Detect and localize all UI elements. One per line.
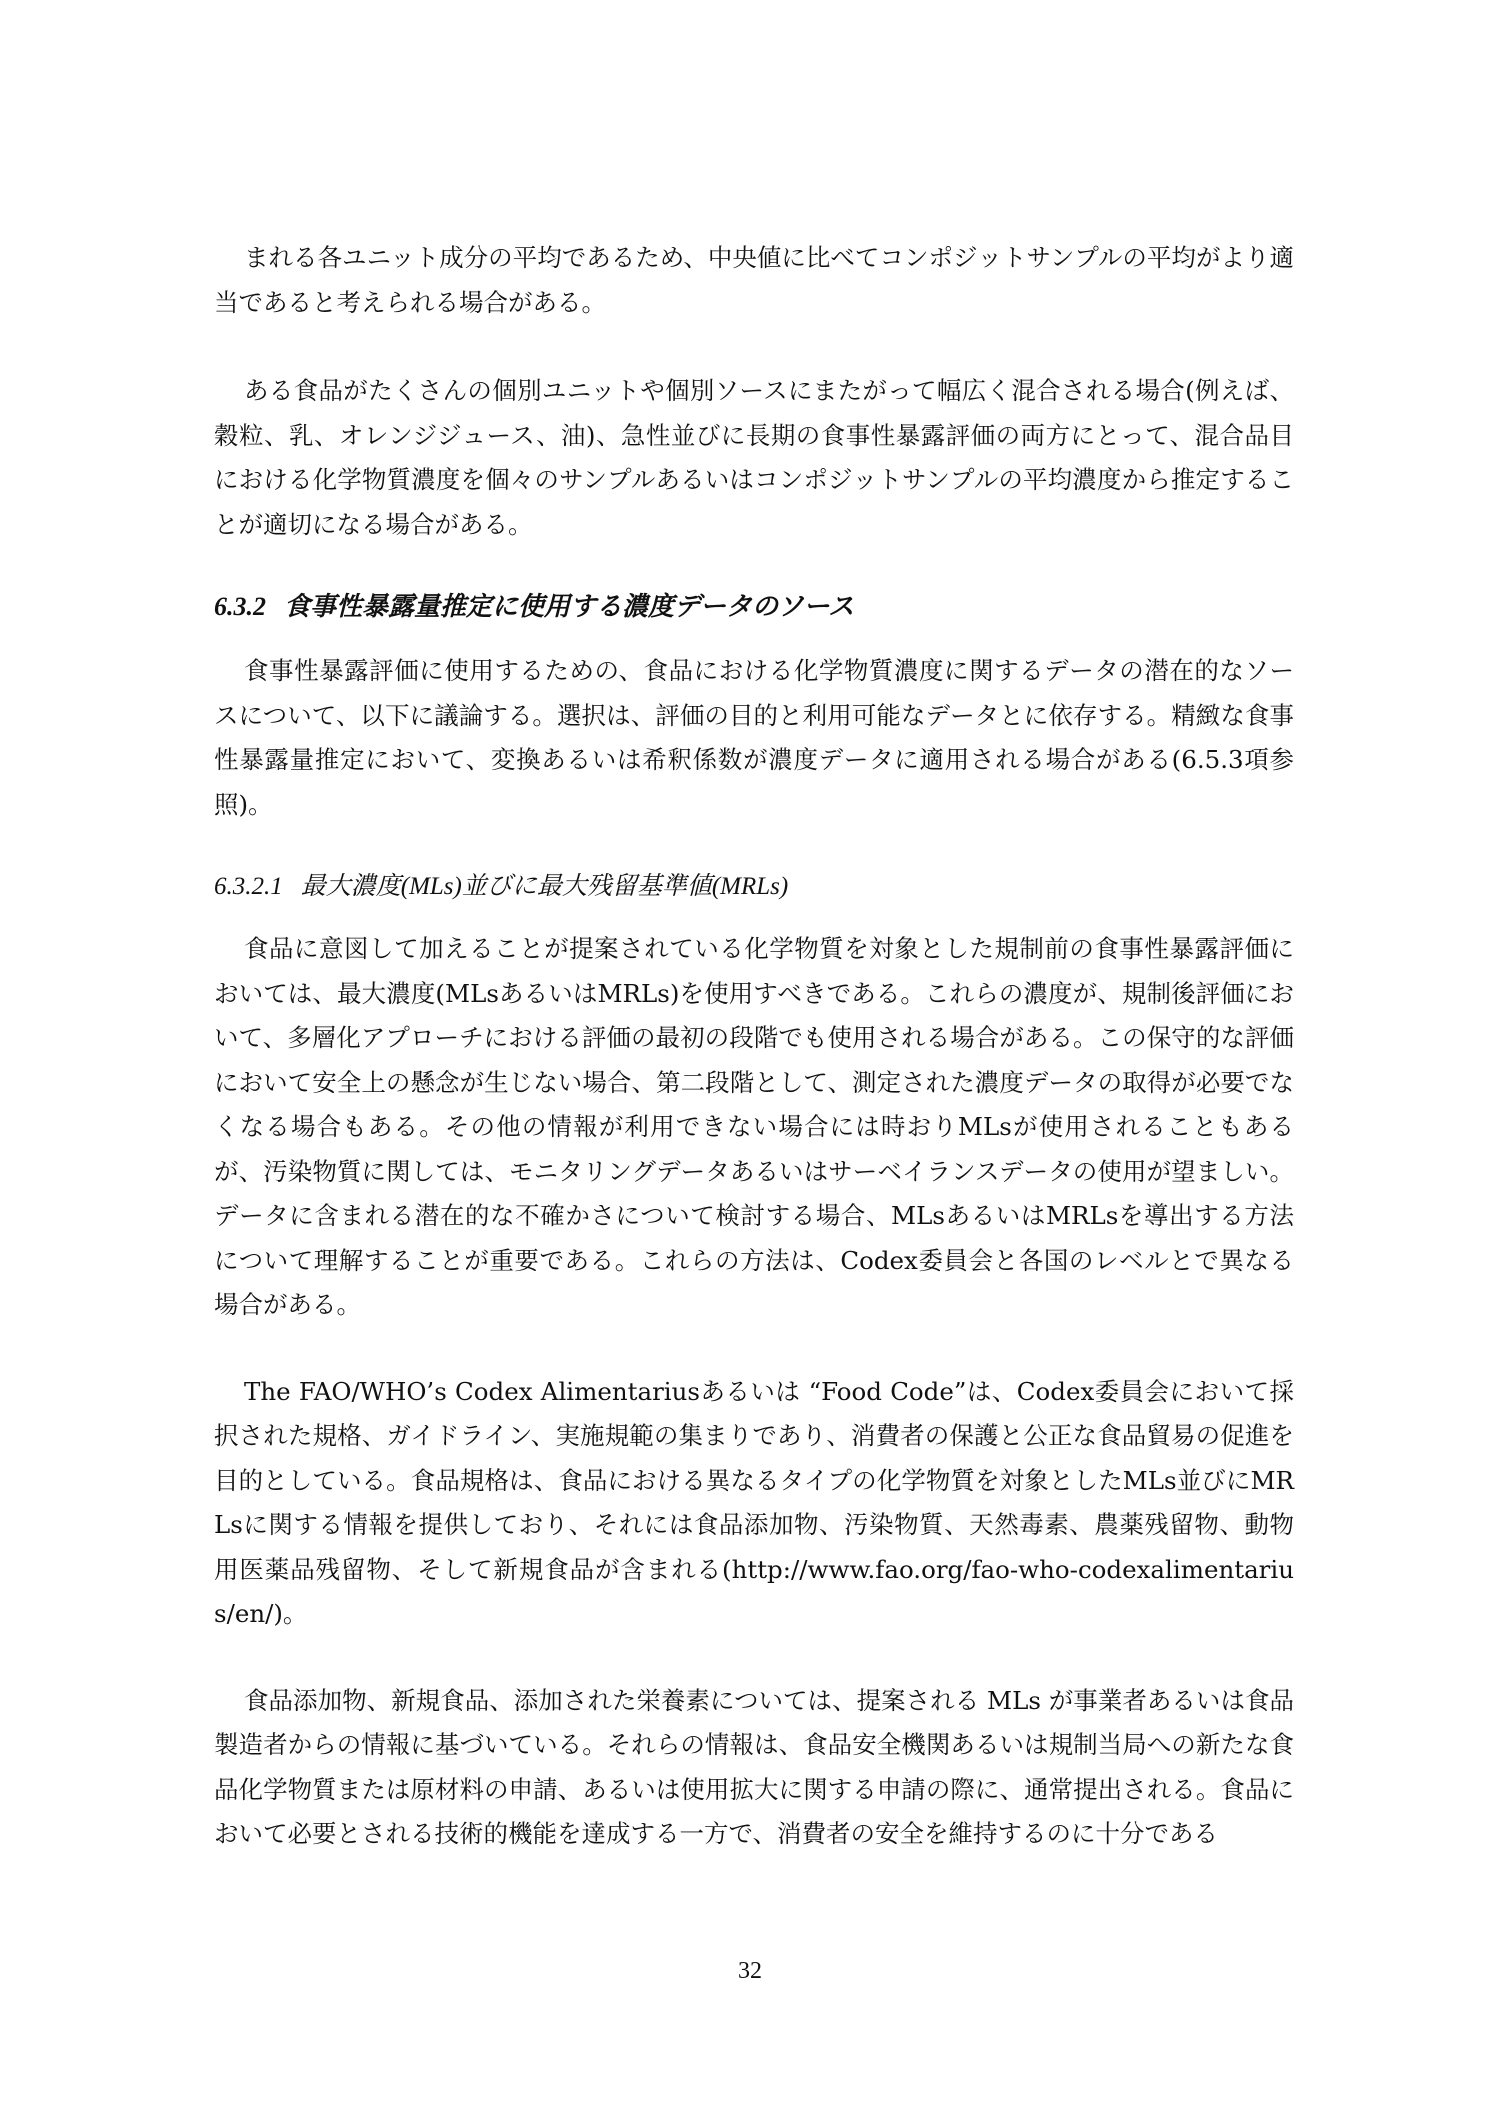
subsection-number: 6.3.2.1 xyxy=(214,873,283,900)
paragraph-max-levels: 食品に意図して加えることが提案されている化学物質を対象とした規制前の食事性暴露評価においては、最大濃度(MLsあるいはMRLs)を使用すべきである。これらの濃度が、規制後評価において、多層化アプローチにおける評価の最初の段階でも使用される場合がある。この保守的な評価において安全上の懸念が生じない場合、第二段階として、測定された濃度データの取得が必要でなくなる場合もある。その他の情報が利用できない場合には時おりMLsが使用されることもあるが、汚染物質に関しては、モニタリングデータあるいはサーベイランスデータの使用が望ましい。データに含まれる潜在的な不確かさについて検討する場合、MLsあるいはMRLsを導出する方法について理解することが重要である。これらの方法は、Codex委員会と各国のレベルとで異なる場合がある。 xyxy=(214,934,1294,1319)
paragraph-food-additives: 食品添加物、新規食品、添加された栄養素については、提案される MLs が事業者あるいは食品製造者からの情報に基づいている。それらの情報は、食品安全機関あるいは規制当局への新たな食品化学物質または原材料の申請、あるいは使用拡大に関する申請の際に、通常提出される。食品において必要とされる技術的機能を達成する一方で、消費者の安全を維持するのに十分である xyxy=(214,1685,1294,1848)
paragraph-codex: The FAO/WHO’s Codex Alimentariusあるいは “Food Code”は、Codex委員会において採択された規格、ガイドライン、実施規範の集まりであり、消費者の保護と公正な食品貿易の促進を目的としている。食品規格は、食品における異なるタイプの化学物質を対象としたMLs並びにMRLsに関する情報を提供しており、それには食品添加物、汚染物質、天然毒素、農薬残留物、動物用医薬品残留物、そして新規食品が含まれる(http://www.fao.org/fao-who-codexalimentarius/en/)。 xyxy=(214,1376,1294,1628)
paragraph-continued: まれる各ユニット成分の平均であるため、中央値に比べてコンポジットサンプルの平均がより適当であると考えられる場合がある。 xyxy=(214,243,1294,317)
subsection-title: 最大濃度(MLs)並びに最大残留基準値(MRLs) xyxy=(300,873,789,900)
section-number: 6.3.2 xyxy=(214,592,266,621)
section-title: 食事性暴露量推定に使用する濃度データのソース xyxy=(284,592,855,621)
page-number: 32 xyxy=(738,1958,762,1984)
section-heading-6-3-2-1 xyxy=(214,867,1294,907)
page-body xyxy=(214,236,1294,2036)
paragraph-sources: 食事性暴露評価に使用するための、食品における化学物質濃度に関するデータの潜在的なソースについて、以下に議論する。選択は、評価の目的と利用可能なデータとに依存する。精緻な食事性暴露量推定において、変換あるいは希釈係数が濃度データに適用される場合がある(6.5.3項参照)。 xyxy=(214,656,1294,819)
section-heading-6-3-2 xyxy=(214,587,1294,627)
paragraph-mixing: ある食品がたくさんの個別ユニットや個別ソースにまたがって幅広く混合される場合(例えば、穀粒、乳、オレンジジュース、油)、急性並びに長期の食事性暴露評価の両方にとって、混合品目における化学物質濃度を個々のサンプルあるいはコンポジットサンプルの平均濃度から推定することが適切になる場合がある。 xyxy=(214,376,1294,539)
